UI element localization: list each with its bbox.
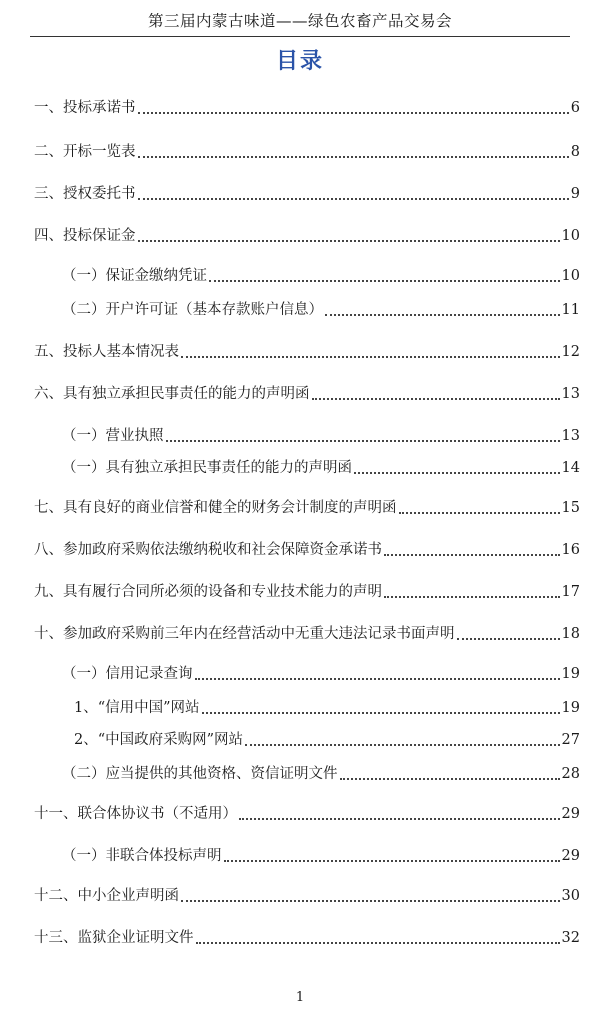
- toc-entry-label: （一）保证金缴纳凭证: [62, 268, 207, 284]
- toc-entry-page: 8: [570, 144, 580, 160]
- toc-leader-dots: [457, 638, 560, 640]
- toc-entry[interactable]: [62, 298, 580, 320]
- toc-entry[interactable]: [34, 884, 580, 906]
- toc-entry-page: 28: [561, 766, 580, 782]
- toc-entry-page: 29: [561, 848, 580, 864]
- toc-entry-page: 15: [561, 500, 580, 516]
- toc-leader-dots: [384, 554, 560, 556]
- toc-entry-label: 五、投标人基本情况表: [34, 344, 179, 360]
- toc-entry[interactable]: [62, 456, 580, 478]
- toc-entry[interactable]: [34, 340, 580, 362]
- toc-title: 目录: [275, 48, 324, 74]
- toc-leader-dots: [166, 440, 560, 442]
- toc-entry[interactable]: [62, 662, 580, 684]
- toc-entry-label: 二、开标一览表: [34, 144, 136, 160]
- toc-entry-label: 九、具有履行合同所必须的设备和专业技术能力的声明: [34, 584, 382, 600]
- toc-leader-dots: [354, 472, 560, 474]
- toc-entry-page: 29: [561, 806, 580, 822]
- toc-entry-page: 12: [561, 344, 580, 360]
- toc-entry-label: 八、参加政府采购依法缴纳税收和社会保障资金承诺书: [34, 542, 382, 558]
- toc-entry-page: 27: [561, 732, 580, 748]
- toc-entry-page: 19: [561, 666, 580, 682]
- toc-entry-label: 六、具有独立承担民事责任的能力的声明函: [34, 386, 310, 402]
- toc-entry[interactable]: [34, 538, 580, 560]
- toc-entry[interactable]: [34, 622, 580, 644]
- toc-entry-label: （一）非联合体投标声明: [62, 848, 222, 864]
- toc-leader-dots: [138, 240, 560, 242]
- toc-entry[interactable]: [62, 424, 580, 446]
- toc-entry[interactable]: [34, 182, 580, 204]
- toc-entry-label: 十二、中小企业声明函: [34, 888, 179, 904]
- toc-entry-label: 十三、监狱企业证明文件: [34, 930, 194, 946]
- toc-entry[interactable]: [34, 496, 580, 518]
- toc-entry-page: 13: [561, 428, 580, 444]
- toc-leader-dots: [325, 314, 560, 316]
- toc-entry-label: （二）应当提供的其他资格、资信证明文件: [62, 766, 338, 782]
- toc-entry-page: 10: [561, 268, 580, 284]
- toc-leader-dots: [384, 596, 560, 598]
- toc-leader-dots: [224, 860, 560, 862]
- toc-entry[interactable]: [34, 580, 580, 602]
- toc-entry-label: 三、授权委托书: [34, 186, 136, 202]
- page-number: 1: [295, 990, 305, 1005]
- toc-entry-label: （一）具有独立承担民事责任的能力的声明函: [62, 460, 352, 476]
- toc-leader-dots: [245, 744, 559, 746]
- toc-leader-dots: [312, 398, 560, 400]
- toc-entry-label: （一）营业执照: [62, 428, 164, 444]
- toc-entry[interactable]: [62, 844, 580, 866]
- toc-leader-dots: [209, 280, 560, 282]
- toc-entry-label: 十、参加政府采购前三年内在经营活动中无重大违法记录书面声明: [34, 626, 455, 642]
- toc-entry-page: 16: [561, 542, 580, 558]
- toc-entry[interactable]: [34, 926, 580, 948]
- toc-leader-dots: [138, 112, 569, 114]
- toc-entry-label: （一）信用记录查询: [62, 666, 193, 682]
- toc-leader-dots: [399, 512, 560, 514]
- toc-entry[interactable]: [74, 696, 580, 718]
- toc-entry-page: 6: [570, 100, 580, 116]
- toc-leader-dots: [239, 818, 560, 820]
- toc-entry-label: 1、“信用中国”网站: [74, 700, 200, 716]
- toc-entry-label: （二）开户许可证（基本存款账户信息）: [62, 302, 323, 318]
- toc-entry-label: 2、“中国政府采购网”网站: [74, 732, 244, 748]
- header-title: 第三届内蒙古味道——绿色农畜产品交易会: [147, 12, 452, 30]
- toc-entry-label: 一、投标承诺书: [34, 100, 136, 116]
- toc-entry-page: 18: [561, 626, 580, 642]
- toc-leader-dots: [196, 942, 560, 944]
- toc-entry[interactable]: [34, 802, 580, 824]
- toc-leader-dots: [195, 678, 560, 680]
- toc-entry[interactable]: [34, 224, 580, 246]
- toc-leader-dots: [138, 198, 569, 200]
- toc-entry-page: 11: [561, 302, 580, 318]
- toc-entry[interactable]: [62, 762, 580, 784]
- toc-entry-label: 七、具有良好的商业信誉和健全的财务会计制度的声明函: [34, 500, 397, 516]
- toc-leader-dots: [202, 712, 560, 714]
- toc-entry-label: 十一、联合体协议书（不适用）: [34, 806, 237, 822]
- toc-entry[interactable]: [34, 140, 580, 162]
- toc-entry[interactable]: [74, 728, 580, 750]
- toc-leader-dots: [340, 778, 560, 780]
- toc-leader-dots: [181, 356, 560, 358]
- toc-leader-dots: [138, 156, 569, 158]
- toc-entry-page: 32: [561, 930, 580, 946]
- toc-entry-label: 四、投标保证金: [34, 228, 136, 244]
- toc-entry-page: 10: [561, 228, 580, 244]
- toc-entry[interactable]: [62, 264, 580, 286]
- toc-entry-page: 9: [570, 186, 580, 202]
- toc-entry-page: 19: [561, 700, 580, 716]
- toc-leader-dots: [181, 900, 560, 902]
- toc-entry[interactable]: [34, 96, 580, 118]
- toc-entry-page: 13: [561, 386, 580, 402]
- toc-entry[interactable]: [34, 382, 580, 404]
- toc-entry-page: 17: [561, 584, 580, 600]
- toc-entry-page: 30: [561, 888, 580, 904]
- toc-entry-page: 14: [561, 460, 580, 476]
